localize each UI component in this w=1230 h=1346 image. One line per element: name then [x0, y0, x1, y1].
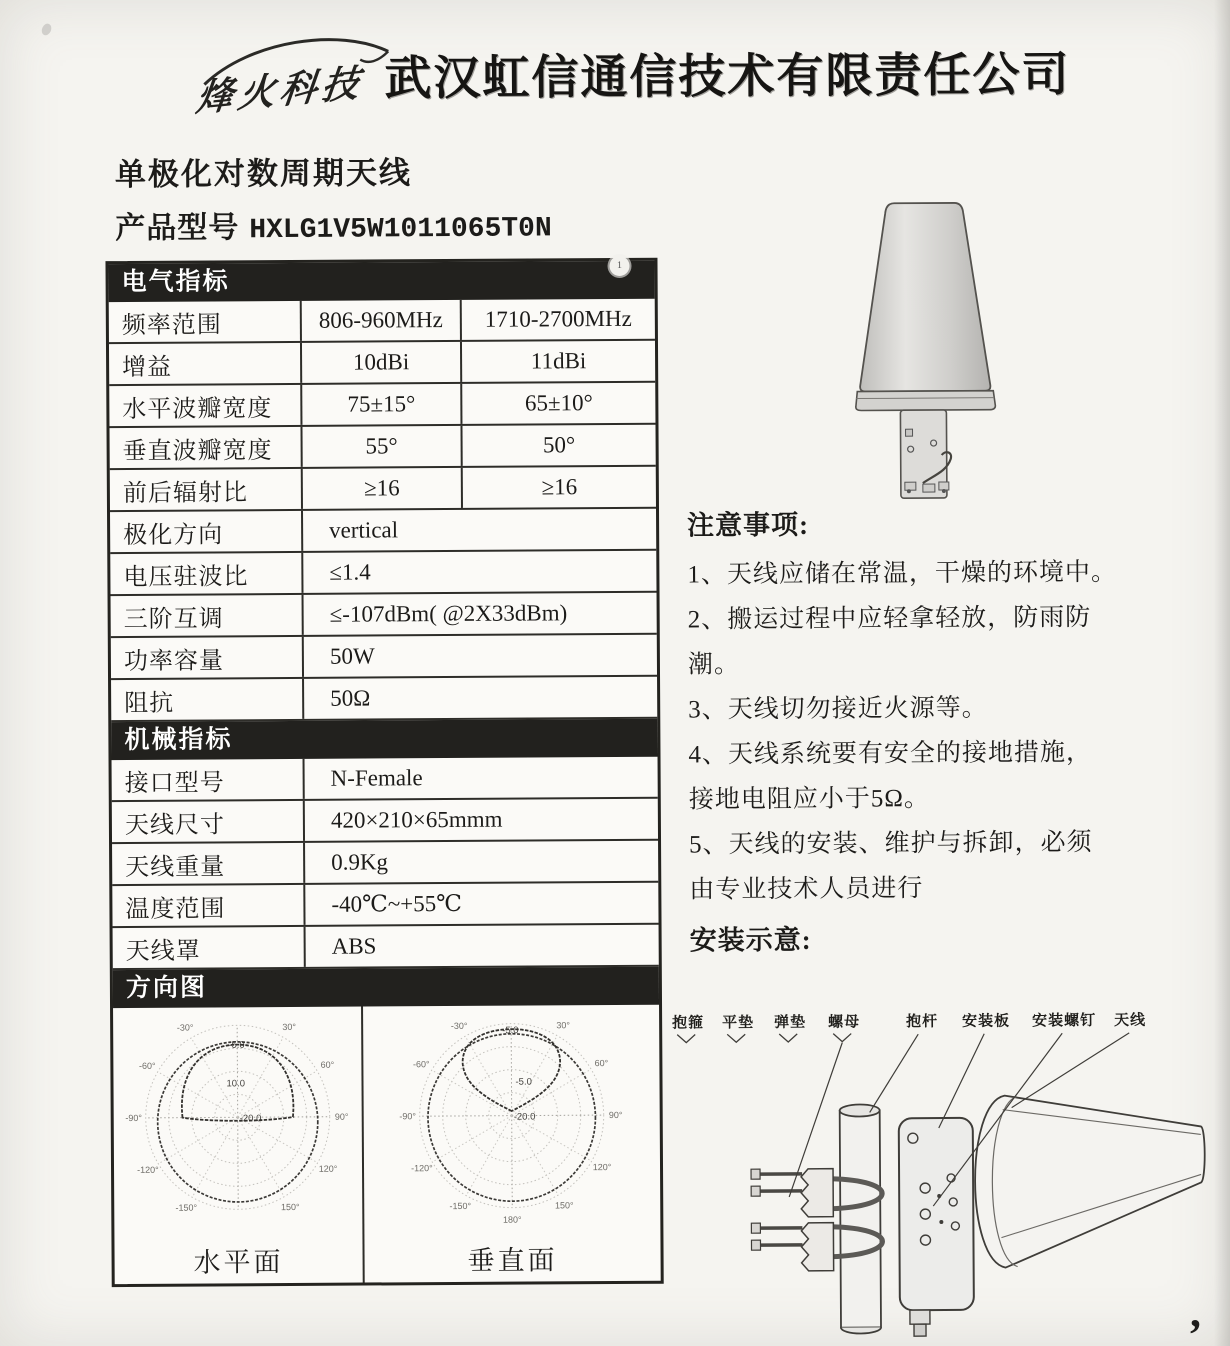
- table-row: [112, 757, 658, 802]
- svg-text:-20.0: -20.0: [239, 1113, 262, 1125]
- product-model-line: [115, 200, 552, 247]
- antenna-product-figure: [837, 182, 1139, 514]
- install-heading: 安装示意:: [689, 924, 812, 956]
- spec-value: N-Female: [330, 765, 423, 791]
- table-row: [110, 509, 656, 554]
- company-name: 武汉虹信通信技术有限责任公司: [384, 47, 1071, 105]
- spec-value: 50Ω: [330, 685, 371, 711]
- spec-label: 温度范围: [112, 885, 305, 926]
- pattern-vertical-plane: [363, 1005, 661, 1283]
- spec-label: 频率范围: [109, 301, 302, 342]
- svg-text:150°: 150°: [280, 1202, 300, 1213]
- svg-text:-5.0: -5.0: [502, 1025, 519, 1037]
- notes-heading: 注意事项:: [687, 509, 810, 541]
- pattern-panel: [113, 1005, 661, 1284]
- svg-text:90°: 90°: [608, 1109, 623, 1121]
- spec-label: 增益: [109, 343, 302, 384]
- section-header: 方向图: [113, 967, 659, 1008]
- table-row: [112, 883, 658, 928]
- spec-value: 10dBi: [302, 342, 462, 383]
- table-row: [113, 925, 659, 970]
- svg-text:-30°: -30°: [176, 1022, 194, 1033]
- svg-text:-120°: -120°: [411, 1163, 433, 1174]
- polar-plot: [388, 1005, 635, 1243]
- note-line: 1、天线应储在常温，干燥的环境中。: [687, 558, 1117, 589]
- svg-text:30°: 30°: [556, 1020, 570, 1031]
- spec-label: 天线重量: [112, 843, 305, 884]
- spec-value: ≥16: [303, 468, 463, 509]
- logo-text: 烽火科技: [193, 62, 366, 121]
- spec-label: 天线尺寸: [112, 801, 305, 842]
- company-logo: [188, 23, 404, 119]
- spec-value: 55°: [302, 426, 462, 467]
- spec-label: 前后辐射比: [110, 469, 303, 510]
- notes-block: [687, 501, 1150, 958]
- polar-chart-horizontal-plane: [114, 1007, 361, 1240]
- installation-diagram-figure: [666, 1008, 1224, 1345]
- table-row: [111, 677, 657, 722]
- svg-text:-90°: -90°: [399, 1111, 417, 1122]
- table-row: [109, 341, 655, 386]
- spec-value: 806-960MHz: [302, 300, 462, 341]
- svg-text:-5.0: -5.0: [515, 1076, 532, 1088]
- spec-label: 天线罩: [113, 927, 306, 968]
- polar-chart-vertical-plane: [388, 1005, 635, 1238]
- scan-smudge: [40, 22, 53, 37]
- radome: [859, 203, 990, 392]
- pattern-caption: 水平面: [193, 1247, 284, 1278]
- spec-value: ≥16: [541, 474, 578, 500]
- note-line: 3、天线切勿接近火源等。: [688, 694, 988, 724]
- table-row: [110, 551, 656, 596]
- svg-text:120°: 120°: [592, 1162, 612, 1173]
- spec-value: ≤1.4: [329, 559, 371, 585]
- svg-text:30°: 30°: [282, 1021, 296, 1032]
- svg-text:-5.0: -5.0: [228, 1039, 245, 1051]
- spec-label: 功率容量: [111, 637, 304, 678]
- spec-label: 阻抗: [111, 679, 304, 720]
- svg-text:90°: 90°: [334, 1111, 349, 1122]
- scan-sticker-artifact: 1: [609, 256, 629, 276]
- spec-value: 50W: [329, 643, 375, 669]
- install-part-label: 螺母: [828, 1013, 861, 1031]
- scan-corner-mark: ,: [1189, 1287, 1202, 1337]
- table-row: [112, 799, 658, 844]
- svg-text:60°: 60°: [320, 1059, 335, 1070]
- spec-value: 1710-2700MHz: [484, 305, 632, 332]
- svg-text:-90°: -90°: [125, 1112, 143, 1123]
- note-line: 2、搬运过程中应轻拿轻放，防雨防: [687, 604, 1092, 634]
- table-row: [112, 841, 658, 886]
- note-line: 由专业技术人员进行: [689, 875, 924, 904]
- spec-label: 极化方向: [110, 511, 303, 552]
- table-row: [110, 467, 656, 512]
- spec-table: [105, 258, 663, 1287]
- svg-text:150°: 150°: [554, 1200, 574, 1211]
- table-row: [109, 383, 655, 428]
- spec-label: 接口型号: [112, 759, 305, 800]
- section-header: 电气指标: [108, 261, 654, 302]
- spec-label: 垂直波瓣宽度: [109, 427, 302, 468]
- spec-value: 0.9Kg: [331, 849, 389, 875]
- spec-value: 65±10°: [524, 390, 593, 416]
- product-name: 单极化对数周期天线: [114, 155, 413, 193]
- spec-label: 水平波瓣宽度: [109, 385, 302, 426]
- install-part-label: 天线: [1114, 1011, 1147, 1029]
- svg-text:-20.0: -20.0: [513, 1111, 536, 1123]
- spec-value: ≤-107dBm( @2X33dBm): [329, 600, 568, 627]
- spec-label: 电压驻波比: [110, 553, 303, 594]
- pattern-caption: 垂直面: [467, 1245, 558, 1276]
- spec-label: 三阶互调: [111, 595, 304, 636]
- spec-value: vertical: [329, 517, 399, 543]
- polar-plot: [114, 1007, 361, 1245]
- installation-diagram: [666, 1008, 1224, 1346]
- install-part-label: 抱箍: [672, 1014, 705, 1032]
- svg-text:-30°: -30°: [450, 1020, 468, 1031]
- model-value: HXLG1V5W1011065T0N: [249, 213, 552, 247]
- pattern-horizontal-plane: [113, 1007, 365, 1285]
- svg-text:60°: 60°: [594, 1058, 609, 1069]
- note-line: 4、天线系统要有安全的接地措施，: [688, 739, 1093, 769]
- svg-text:180°: 180°: [502, 1214, 522, 1225]
- svg-text:-60°: -60°: [138, 1060, 156, 1071]
- table-row: [109, 299, 655, 344]
- install-part-label: 平垫: [722, 1014, 755, 1032]
- svg-text:-60°: -60°: [412, 1059, 430, 1070]
- notes-lines: [687, 550, 1149, 913]
- section-header: 机械指标: [111, 719, 657, 760]
- spec-value: 50°: [542, 432, 576, 458]
- svg-text:120°: 120°: [318, 1163, 338, 1174]
- install-part-label: 抱杆: [906, 1013, 939, 1031]
- spec-value: ABS: [331, 933, 377, 959]
- table-row: [111, 635, 657, 680]
- svg-text:-120°: -120°: [137, 1164, 159, 1175]
- install-part-label: 安装板: [962, 1012, 1011, 1030]
- svg-text:10.0: 10.0: [226, 1078, 246, 1090]
- table-row: [109, 425, 655, 470]
- svg-text:-150°: -150°: [449, 1200, 472, 1212]
- spec-value: 75±15°: [302, 384, 462, 425]
- svg-text:-150°: -150°: [175, 1202, 198, 1213]
- table-row: [111, 593, 657, 638]
- spec-value: 420×210×65mmm: [330, 806, 503, 833]
- note-line: 接地电阻应小于5Ω。: [688, 785, 930, 814]
- install-part-label: 弹垫: [774, 1013, 807, 1032]
- install-part-label: 安装螺钉: [1032, 1012, 1097, 1030]
- note-line: 潮。: [687, 651, 741, 679]
- radome-rim: [856, 391, 996, 411]
- spec-value: -40℃~+55℃: [331, 890, 463, 917]
- note-line: 5、天线的安装、维护与拆卸，必须: [688, 829, 1093, 859]
- spec-value: 11dBi: [530, 348, 587, 374]
- model-label: 产品型号: [115, 211, 240, 246]
